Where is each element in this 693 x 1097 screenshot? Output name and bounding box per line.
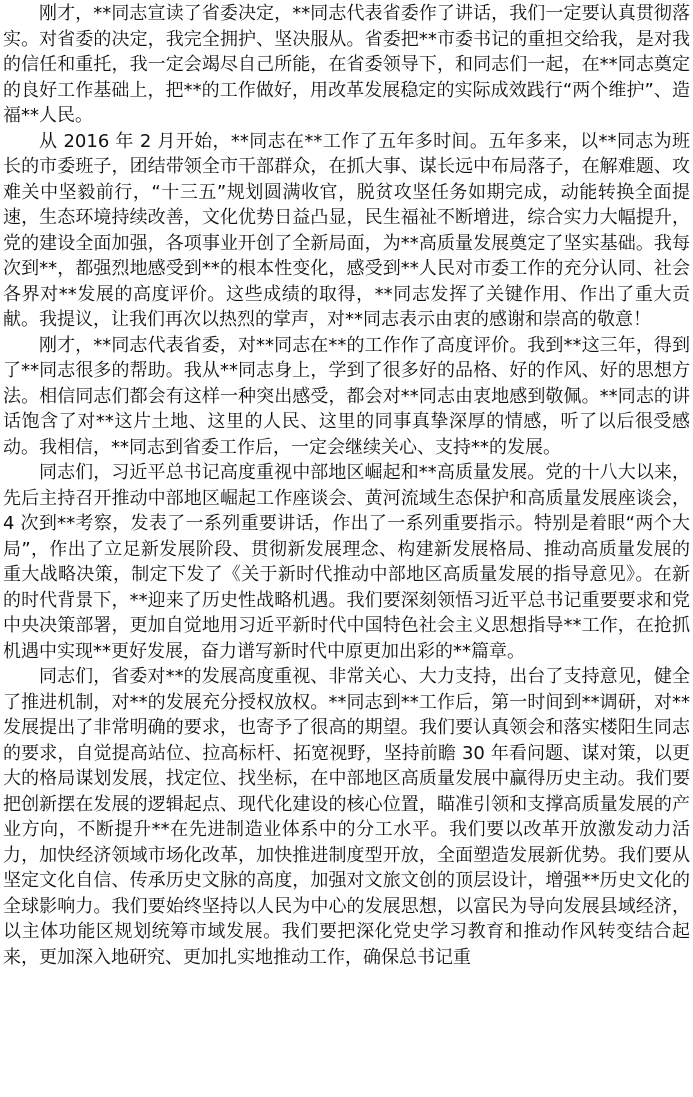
paragraph-5: 同志们，省委对**的发展高度重视、非常关心、大力支持，出台了支持意见，健全了推进机制，对**的发展充分授权放权。**同志到**工作后，第一时间到**调研，对**发展提出了非常明确的要求，也寄予了很高的期望。我们要认真领会和落实楼阳生同志的要求，自觉提高站位、拉高标杆、拓宽视野，坚持前瞻 30 年看问题、谋对策，以更大的格局谋划发展，找定位、找坐标，在中部地区高质量发展中赢得历史主动。我们要把创新摆在发展的逻辑起点、现代化建设的核心位置，瞄准引领和支撑高质量发展的产业方向，不断提升**在先进制造业体系中的分工水平。我们要以改革开放激发动力活力，加快经济领域市场化改革，加快推进制度型开放，全面塑造发展新优势。我们要从坚定文化自信、传承历史文脉的高度，加强对文旅文创的顶层设计，增强**历史文化的全球影响力。我们要始终坚持以人民为中心的发展思想，以富民为导向发展县域经济，以主体功能区规划统筹市域发展。我们要把深化党史学习教育和推动作风转变结合起来，更加深入地研究、更加扎实地推动工作，确保总书记重 <box>3 666 690 968</box>
paragraph-4: 同志们，习近平总书记高度重视中部地区崛起和**高质量发展。党的十八大以来，先后主持召开推动中部地区崛起工作座谈会、黄河流域生态保护和高质量发展座谈会，4 次到**考察，发表了一系列重要讲话，作出了一系列重要指示。特别是着眼“两个大局”，作出了立足新发展阶段、贯彻新发展理念、构建新发展格局、推动高质量发展的重大战略决策，制定下发了《关于新时代推动中部地区高质量发展的指导意见》。在新的时代背景下，**迎来了历史性战略机遇。我们要深刻领悟习近平总书记重要要求和党中央决策部署，更加自觉地用习近平新时代中国特色社会主义思想指导**工作，在抢抓机遇中实现**更好发展，奋力谱写新时代中原更加出彩的**篇章。 <box>3 462 690 662</box>
paragraph-2: 从 2016 年 2 月开始，**同志在**工作了五年多时间。五年多来，以**同志为班长的市委班子，团结带领全市干部群众，在抓大事、谋长远中布局落子，在解难题、攻难关中坚毅前行，“十三五”规划圆满收官，脱贫攻坚任务如期完成，动能转换全面提速，生态环境持续改善，文化优势日益凸显，民生福祉不断增进，综合实力大幅提升，党的建设全面加强，各项事业开创了全新局面，为**高质量发展奠定了坚实基础。我每次到**，都强烈地感受到**的根本性变化，感受到**人民对市委工作的充分认同、社会各界对**发展的高度评价。这些成绩的取得，**同志发挥了关键作用、作出了重大贡献。我提议，让我们再次以热烈的掌声，对**同志表示由衷的感谢和崇高的敬意！ <box>3 130 690 330</box>
paragraph-3: 刚才，**同志代表省委，对**同志在**的工作作了高度评价。我到**这三年，得到了**同志很多的帮助。我从**同志身上，学到了很多好的品格、好的作风、好的思想方法。相信同志们都会有这样一种突出感受，都会对**同志由衷地感到敬佩。**同志的讲话饱含了对**这片土地、这里的人民、这里的同事真挚深厚的情感，听了以后很受感动。我相信，**同志到省委工作后，一定会继续关心、支持**的发展。 <box>3 334 690 458</box>
paragraph-1: 刚才，**同志宣读了省委决定，**同志代表省委作了讲话，我们一定要认真贯彻落实。对省委的决定，我完全拥护、坚决服从。省委把**市委书记的重担交给我，是对我的信任和重托，我一定会竭尽自己所能，在省委领导下，和同志们一起，在**同志奠定的良好工作基础上，把**的工作做好，用改革发展稳定的实际成效践行“两个维护”、造福**人民。 <box>3 3 690 126</box>
